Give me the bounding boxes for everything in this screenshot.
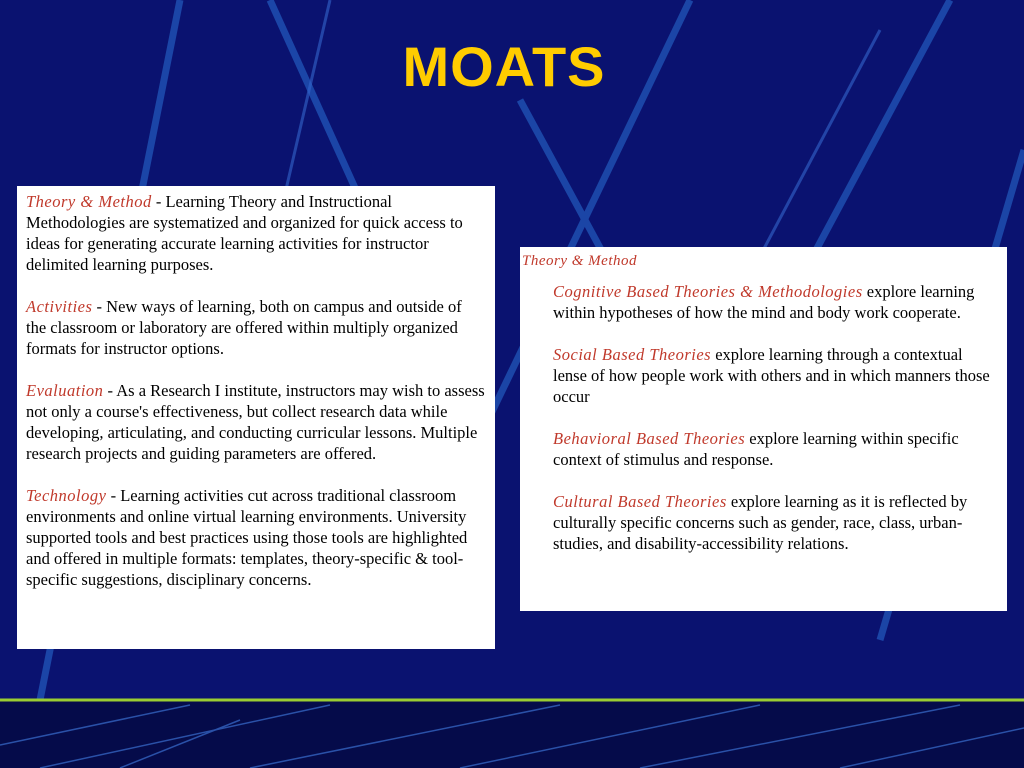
term-label: Social Based Theories xyxy=(553,345,712,364)
term-description: explore learning within hypotheses of how the mind and body work cooperate. xyxy=(553,282,975,322)
list-item xyxy=(553,491,997,554)
overview-panel xyxy=(17,186,495,649)
term-description: - Learning activities cut across traditional classroom environments and online virtual learning environments. University supported tools and best practices using those tools are highlighted and offered in multiple formats: templates, theory-specific & tool-specific suggestions, disciplinary concerns. xyxy=(26,486,468,589)
term-label: Technology xyxy=(26,486,107,505)
panel-heading: Theory & Method xyxy=(522,253,637,269)
term-label: Activities xyxy=(26,297,93,316)
list-item xyxy=(26,191,485,275)
term-label: Cultural Based Theories xyxy=(553,492,727,511)
term-description: explore learning within specific context of stimulus and response. xyxy=(553,429,959,469)
list-item xyxy=(26,380,485,464)
term-description: - Learning Theory and Instructional Methodologies are systematized and organized for quick access to ideas for generating accurate learning activities for instructor delimited learning purposes. xyxy=(26,192,463,274)
theory-list xyxy=(522,281,997,554)
term-description: explore learning through a contextual lense of how people work with others and in which manners those occur xyxy=(553,345,990,406)
theory-method-panel xyxy=(520,247,1007,611)
list-item xyxy=(553,344,997,407)
term-label: Behavioral Based Theories xyxy=(553,429,746,448)
list-item xyxy=(26,296,485,359)
slide-title: MOATS xyxy=(402,35,606,98)
list-item xyxy=(26,485,485,590)
term-label: Theory & Method xyxy=(26,192,152,211)
term-label: Cognitive Based Theories & Methodologies xyxy=(553,282,863,301)
term-label: Evaluation xyxy=(26,381,104,400)
list-item xyxy=(553,428,997,470)
term-description: - As a Research I institute, instructors may wish to assess not only a course's effectiveness, but collect research data while developing, articulating, and conducting curricular lessons. Multiple research projects and guiding parameters are offered. xyxy=(26,381,485,463)
term-description: explore learning as it is reflected by culturally specific concerns such as gender, race, class, urban-studies, and disability-accessibility relations. xyxy=(553,492,968,553)
list-item xyxy=(553,281,997,323)
term-description: - New ways of learning, both on campus and outside of the classroom or laboratory are offered within multiply organized formats for instructor options. xyxy=(26,297,462,358)
